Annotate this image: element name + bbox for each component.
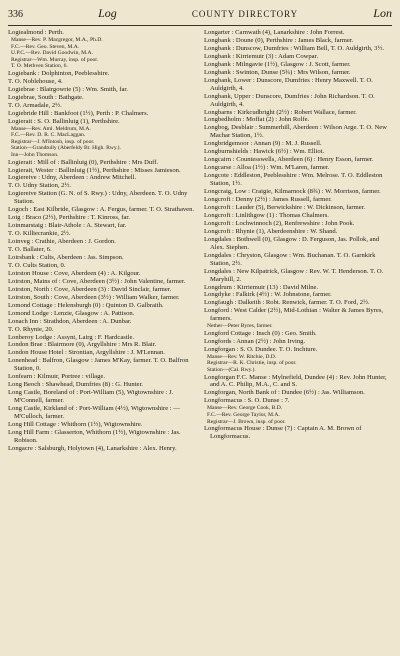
directory-entry: Loirston, South : Cove, Aberdeen (3½) : William Walker, farmer. — [8, 293, 180, 301]
directory-entry: Longford Cottage : Insch (0) : Geo. Smith. — [204, 329, 317, 337]
directory-entry: Loirston, Mains of : Cove, Aberdeen (3½) : John Valentine, farmer. — [8, 277, 186, 285]
directory-subentry: Registrar—Wm. Murray, insp. of poor. — [11, 56, 99, 63]
directory-entry: Long Castle, Boreland of : Port-William (5), Wigtownshire : J. M'Connell, farmer. — [8, 389, 174, 405]
directory-entry: Longcroft : Lauder (5), Berwickshire : W. Dickinson, farmer. — [204, 203, 366, 211]
directory-entry: Longcraig, Low : Craigie, Kilmarnock (8¾) : W. Morrison, farmer. — [204, 188, 381, 196]
directory-entry: Longformacus : S. O. Dunse : 7. — [204, 397, 290, 405]
directory-entry: London House Hotel : Strontian, Argyllshire : J. M'Lennan. — [8, 349, 165, 357]
directory-subentry: Station—Grandtully (Aberfeldy Br. High. Rwy.). — [11, 145, 121, 152]
directory-entry: Logiebrae : Blairgowrie (5) : Wm. Smith, far. — [8, 85, 128, 93]
page-number: 336 — [8, 9, 23, 20]
directory-subentry: Manse—Rev. P. Macgregor, M.A., Ph.D. — [11, 36, 103, 43]
directory-entry: Longbank : Kirriemuir (3) : Adam Cowpar. — [204, 52, 319, 60]
directory-entry: Longarter : Carnwath (4), Lanarkshire : John Forrest. — [204, 29, 345, 36]
page-header — [8, 6, 392, 22]
directory-subentry: F.C.—Rev. George Taylor, M.A. — [207, 411, 280, 418]
directory-subentry: F.C.—Rev. Geo. Steven, M.A. — [11, 43, 80, 50]
directory-entry: T. O. Armadale, 2½. — [8, 101, 62, 109]
directory-entry: T. O. Udny Station, 2½. — [8, 182, 72, 190]
directory-entry: T. O. Rhynie, 20. — [8, 325, 54, 333]
directory-entry: Longcote : Eddleston, Peeblesshire : Wm. Melrose. T. O. Eddleston Station, 1½. — [204, 172, 383, 188]
directory-subentry: Inn—John Thomson. — [11, 151, 59, 158]
header-left-word: Log — [98, 6, 117, 20]
directory-entry: Longbog, Desblair : Summerhill, Aberdeen : Wilson Arge. T. O. New Machar Station, 1½. — [204, 124, 387, 140]
directory-entry: Loig : Braco (2½), Perthshire : T. Kinross, far. — [8, 214, 130, 222]
directory-entry: Longdales : New Kilpatrick, Glasgow : Rev. W. T. Henderson. T. O. Maryhill, 2. — [204, 267, 384, 283]
directory-entry: Longforgan, North Bank of : Dundee (6½) : Jas. Williamson. — [204, 389, 365, 397]
directory-entry: Lonenhead : Balfron, Glasgow : James M'Kay, farmer. T. O. Balfron Station, 0. — [8, 357, 189, 373]
directory-subentry: Registrar—J. Brown, insp. of poor. — [207, 418, 286, 425]
directory-entry: Longcairn : Countesswells, Aberdeen (6) : Henry Esson, farmer. — [204, 156, 374, 164]
right-column — [204, 29, 392, 453]
directory-entry: Longcroft : Denny (2½) : James Russell, farmer. — [204, 196, 332, 204]
directory-subentry: U.P.C.—Rev. David Goodwin, M.A. — [11, 50, 93, 57]
directory-entry: Longformacus House : Dunse (7) : Captain A. M. Brown of Longformacus. — [204, 425, 362, 441]
directory-entry: Longbarns : Kirkcudbright (2½) : Robert Wallace, farmer. — [204, 108, 357, 116]
directory-entry: Logierait, Wester : Ballinluig (1½), Perthshire : Misses Jamieson. — [8, 166, 181, 174]
directory-subentry: Nether—Peter Byres, farmer. — [207, 323, 273, 330]
directory-entry: Loirston House : Cove, Aberdeen (4) : A. Kilgour. — [8, 269, 141, 277]
directory-entry: Lonfearn : Kilmuir, Portree : village. — [8, 373, 105, 381]
directory-entry: Longforgan F.C. Manse : Mylnefield, Dundee (4) : Rev. John Hunter, and A. C. Philip, M.A., C. and S. — [204, 373, 387, 389]
directory-entry: Long Beoch : Shawhead, Dumfries (8) : G. Hunter. — [8, 381, 143, 389]
directory-entry: Long Hill Cottage : Whithorn (1½), Wigtownshire. — [8, 421, 143, 429]
directory-entry: Loinmarstaig : Blair-Athole : A. Stewart, far. — [8, 222, 127, 230]
directory-entry: Logiealmond : Perth. — [8, 29, 64, 36]
directory-entry: Longbank : Dunscow, Dumfries : William Bell, T. O. Auldgirth, 3½. — [204, 44, 385, 52]
header-right-word: Lon — [373, 6, 392, 20]
directory-entry: Logiebride Hill : Bankfoot (1½), Perth : P. Chalmers. — [8, 109, 149, 117]
directory-entry: T. O. Ballater, 6. — [8, 246, 52, 254]
directory-entry: Lomond Cottage : Helensburgh (0) : Quinton D. Galbraith. — [8, 301, 164, 309]
directory-entry: Logiereive Station (G. N. of S. Rwy.) : Udny, Aberdeen. T. O. Udny Station. — [8, 190, 188, 206]
columns — [8, 29, 392, 453]
directory-entry: Longbank : Milngavie (1½), Glasgow : J. Scott, farmer. — [204, 60, 351, 68]
directory-entry: Logiebrae, South : Bathgate. — [8, 93, 84, 101]
directory-entry: Longcarse : Alloa (1½) : Wm. M'Laren, farmer. — [204, 164, 330, 172]
directory-entry: Longbank : Swinton, Dunse (5¾) : Mrs Wilson, farmer. — [204, 68, 351, 76]
directory-subentry: Manse—Rev. Aml. Meldrum, M.A. — [11, 125, 91, 132]
header-rule — [8, 25, 392, 26]
directory-entry: Longacre : Salsburgh, Holytown (4), Lanarkshire : Alex. Henry. — [8, 444, 177, 452]
directory-entry: Longbedholm : Moffat (2) : John Rolfe. — [204, 116, 310, 124]
directory-entry: Longforgan : S. O. Dundee. T. O. Inchture. — [204, 345, 318, 353]
directory-entry: Logierait : S. O. Ballinluig (1), Perthshire. — [8, 117, 120, 125]
directory-entry: Lonach Inn : Strathdon, Aberdeen : A. Dunbar. — [8, 317, 132, 325]
left-column — [8, 29, 196, 453]
directory-subentry: Station—(Cal. Rwy.). — [207, 366, 256, 373]
directory-subentry: Manse—Rev. George Cook, B.D. — [207, 405, 283, 412]
directory-entry: Longcroft : Linlithgow (1) : Thomas Chalmers. — [204, 211, 329, 219]
directory-subentry: Registrar—R. K. Christie, insp. of poor. — [207, 360, 297, 367]
directory-entry: T. O. Killiecrankie, 2½. — [8, 230, 71, 238]
directory-entry: Long Castle, Kirkland of : Port-William (4½), Wigtownshire : — M'Culloch, farmer. — [8, 405, 180, 421]
directory-entry: Logiereive : Udny, Aberdeen : Andrew Mitchell. — [8, 174, 137, 182]
directory-entry: Longbank, Lower : Dunscore, Dumfries : Henry Maxwell. T. O. Auldgirth, 4. — [204, 76, 373, 92]
directory-entry: Loirsbank : Cults, Aberdeen : Jas. Simpson. — [8, 254, 124, 261]
directory-subentry: Manse—Rev. W. Ritchie, D.D. — [207, 353, 277, 360]
directory-entry: Longburnshields : Hawick (6½) : Wm. Elliot. — [204, 148, 325, 156]
directory-entry: Loirston, North : Cove, Aberdeen (3) : David Sinclair, farmer. — [8, 285, 172, 293]
directory-entry: Logiebank : Dolphinton, Peeblesshire. — [8, 69, 110, 77]
directory-entry: Longdyke : Falkirk (4½) : W. Johnstone, farmer. — [204, 291, 332, 299]
directory-entry: Longbank, Upper : Dunscore, Dumfries : John Richardson. T. O. Auldgirth, 4. — [204, 92, 375, 108]
directory-entry: Logoch : East Kilbride, Glasgow : A. Fergus, farmer. T. O. Strathaven. — [8, 206, 195, 214]
directory-entry: Longdrum : Kirriemuir (13) : David Milne. — [204, 283, 319, 291]
directory-entry: Longdales : Chryston, Glasgow : Wm. Buchanan. T. O. Garnkirk Station, 2½. — [204, 251, 376, 267]
directory-entry: Loinveg : Crathie, Aberdeen : J. Gordon. — [8, 238, 116, 246]
directory-entry: Longcroft : Rhynie (1), Aberdeenshire : W. Shand. — [204, 227, 338, 235]
directory-subentry: T. O. Methven Station, 6. — [11, 63, 68, 70]
directory-entry: Lonberoy Lodge : Assynt, Lairg : F. Hardcastle. — [8, 333, 135, 341]
page-title: COUNTY DIRECTORY — [191, 9, 299, 19]
directory-entry: Longbank : Doune (0), Perthshire : James Black, farmer. — [204, 36, 354, 44]
directory-entry: Longfaugh : Dalkeith : Robt. Renwick, farmer. T. O. Ford, 2½. — [204, 299, 370, 307]
directory-entry: Long Hill Farm : Glasserton, Whithorn (1½), Wigtownshire : Jas. Robison. — [8, 428, 181, 444]
directory-entry: Longcroft : Lochwinnoch (2), Renfrewshire : John Pook. — [204, 219, 355, 227]
directory-entry: Longford : West Calder (2½), Mid-Lothian : Walter & James Byres, farmers. — [204, 307, 384, 323]
directory-entry: Longfords : Annan (2½) : John Irving. — [204, 337, 306, 345]
directory-entry: Logierait : Mill of : Ballinluig (0), Perthshire : Mrs Duff. — [8, 158, 159, 166]
directory-entry: London Brae : Blairmore (0), Argyllshire : Mrs R. Blair. — [8, 341, 157, 349]
directory-entry: Longbridgemoor : Annan (9) : M. J. Russell. — [204, 140, 322, 148]
directory-subentry: Registrar—J. M'Intosh, insp. of poor. — [11, 138, 95, 145]
directory-entry: Lomond Lodge : Lenzie, Glasgow : A. Pattison. — [8, 309, 135, 317]
directory-entry: T. O. Noblehouse, 4. — [8, 77, 63, 85]
directory-entry: Longdales : Bothwell (0), Glasgow : D. Ferguson, Jas. Pollok, and Alex. Stephen. — [204, 235, 380, 251]
directory-entry: T. O. Cults Station, 0. — [8, 261, 66, 269]
directory-subentry: F.C.—Rev. D. R. C. MacLaggan. — [11, 132, 86, 139]
